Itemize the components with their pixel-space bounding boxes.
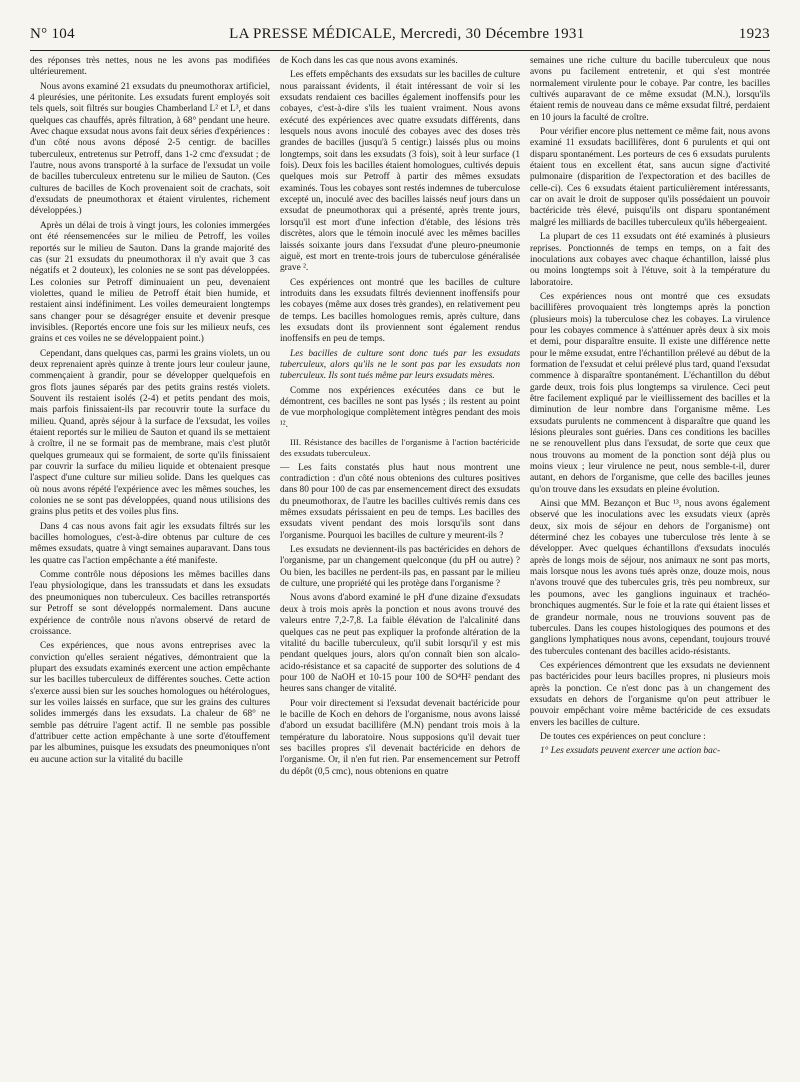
column-1 <box>30 56 270 1076</box>
column-2 <box>280 56 520 1076</box>
paragraph: — Les faits constatés plus haut nous montrent une contradiction : d'un côté nous obtenions des cultures positives dans 80 pour 100 de cas par ensemencement direct des exsudats du pneumothorax, de l'autre les bacilles cultivés remis dans ces mêmes exsudats périssaient en peu de temps. Les bacilles des exsudats vivent pendant des mois lorsqu'ils sont dans l'organisme. Pourquoi les bacilles de culture y meurent-ils ? <box>280 462 520 541</box>
page-number: 1923 <box>738 26 770 42</box>
text-columns <box>30 56 770 1076</box>
header-rule <box>30 50 770 51</box>
paragraph: Ces expériences démontrent que les exsudats ne deviennent pas bactéricides pour leurs bacilles propres, ni plusieurs mois après la ponction. Ce n'est donc pas à un changement des exsudats en dehors de l'organisme qu'on peut attribuer le pouvoir empêchant voire même bactéricide de ces exsudats envers les bacilles de culture. <box>530 660 770 728</box>
paragraph-emphasis: Les bacilles de culture sont donc tués par les exsudats tuberculeux, alors qu'ils ne le sont pas par les exsudats non tuberculeux. Ils sont tués même par leurs exsudats mères. <box>280 348 520 382</box>
paragraph: semaines une riche culture du bacille tuberculeux que nous avons pu facilement entretenir, et qui s'est montrée normalement virulente pour le cobaye. Par contre, les bacilles cultivés auparavant de ce même exsudat (M.N.), lorsqu'ils étaient remis de nouveau dans ce même exsudat filtré, perdaient en 10 jours la faculté de croître. <box>530 56 770 123</box>
journal-title: LA PRESSE MÉDICALE, Mercredi, 30 Décembre 1931 <box>229 26 585 42</box>
paragraph: Ces expériences, que nous avons entreprises avec la conviction qu'elles seraient négatives, démontraient que la plupart des exsudats examinés exercent une action empêchante sur les bacilles tuberculeux de différentes souches. Cette action s'exerce aussi bien sur les souches homologues ou hétérologues, sur les voiles laissés en surface, que sur les grains des cultures solides immergés dans les exsudats. La chaleur de 68° ne semble pas détruire l'agent actif. Il ne semble pas possible d'attribuer cette action empêchante à une sorte d'étouffement par les albumines, puisque les exsudats des pneumoniques n'ont eu aucune action sur la vitalité du bacille <box>30 641 270 765</box>
paragraph: Nous avons examiné 21 exsudats du pneumothorax artificiel, 4 pleurésies, une péritonite. Les exsudats furent employés soit tels quels, soit filtrés sur bougies Chamberland L² et L³, et dans quelques cas chauffés, après filtration, à 68° pendant une heure. Avec chaque exsudat nous avons fait deux séries d'expériences : d'un côté nous avons déposé 2-5 centigr. de bacilles tuberculeux, entretenus sur Petroff, dans 1-2 cmc d'exsudat ; de l'autre, nous avons transporté à la surface de l'exsudat un voile de bacilles tuberculeux entretenu sur le milieu de Sauton. (Ces cultures de bacilles de Koch provenaient soit de crachats, soit d'exsudats de pneumothorax et étaient virulentes, richement développées.) <box>30 81 270 217</box>
paragraph: Nous avons d'abord examiné le pH d'une dizaine d'exsudats deux à trois mois après la ponction et nous avons trouvé des valeurs entre 7,2-7,8. La faible élévation de l'alcalinité dans quelques cas ne peut pas expliquer la profonde altération de la vitalité du bacille tuberculeux, qu'il subit lorsqu'il y est mis pendant quelques jours, alors qu'on connaît bien son alcalo-acido-résistance et sa capacité de supporter des solutions de 4 pour 100 de NaOH et 10-15 pour 100 de SO⁴H² pendant des heures sans changer de vitalité. <box>280 593 520 695</box>
paragraph: Ces expériences ont montré que les bacilles de culture introduits dans les exsudats filtrés deviennent inoffensifs pour les cobayes (même aux doses très grandes), en relativement peu de temps. Les bacilles homologues remis, après culture, dans les exsudats dont ils proviennent sont également rendus inoffensifs en peu de temps. <box>280 277 520 345</box>
paragraph: Pour voir directement si l'exsudat devenait bactéricide pour le bacille de Koch en dehors de l'organisme, nous avons laissé d'abord un exsudat bacillifère (M.N) pendant trois mois à la température du laboratoire. Nous supposions qu'il devait tuer ses bacilles propres s'il devenait bactéricide en dehors de l'organisme. Or, il n'en fut rien. Par ensemencement sur Petroff du dépôt (0,5 cmc), nous obtenions en quatre <box>280 698 520 777</box>
paragraph: La plupart de ces 11 exsudats ont été examinés à plusieurs reprises. Ponctionnés de temps en temps, on a fait des inoculations aux cobayes avec chaque échantillon, laissé plus ou moins longtemps soit à l'étuve, soit à la température du laboratoire. <box>530 232 770 288</box>
paragraph: Cependant, dans quelques cas, parmi les grains violets, un ou deux reprenaient après quinze à trente jours leur couleur jaune, commençaient à grandir, pour se développer quelquefois en gros flots jaunes séparés par des petits grains restés violets. Souvent ils restaient isolés (2-4) et petits pendant des mois, mais parfois finissaient-ils par recouvrir toute la surface du milieu. Quand, après séjour à la surface de l'exsudat, les voiles étaient reportés sur le milieu de Sauton et quand ils se mettaient à croître, il ne se formait pas de membrane, mais c'est plutôt quelques grumeaux qui se formaient, de sorte qu'ils finissaient par couvrir la surface du milieu liquide et obtenaient presque l'aspect d'une culture sur milieu solide. Dans les quelques cas où nous avons répété l'expérience avec les mêmes souches, les colonies ne se sont pas développées, quand nous utilisions des grains plus petits et des voiles plus fins. <box>30 348 270 518</box>
paragraph: Ces expériences nous ont montré que ces exsudats bacillifères provoquaient très longtemps après la ponction (plusieurs mois) la tuberculose chez les cobayes. La virulence pour les cobayes commence à s'atténuer après deux à six mois et demi, pour disparaître ensuite. Il existe une différence nette pour le même exsudat, entre l'échantillon prélevé au début de la formation de l'exsudat et celui prélevé plus tard, quand l'exsudat commence à disparaître spontanément. L'échantillon du début garde deux, trois fois plus longtemps sa virulence. Ceci peut être facilement expliqué par le vieillissement des bacilles et la diminution de leur nombre dans l'organisme même. Les exsudats purulents ne commencent à disparaître que quand les lésions pleurales sont guéries. Dans ces conditions les bacilles ne se renouvellent plus dans l'exsudat, de sorte que ceux que nous trouvons au moment de la ponction sont déjà plus ou moins vieux ; leur virulence ne peut, nous semble-t-il, durer autant, en dehors de l'organisme, que celle des bacilles jeunes qu'on trouve dans les exsudats en pleine évolution. <box>530 291 770 495</box>
section-heading: III. Résistance des bacilles de l'organisme à l'action bactéricide des exsudats tuberculeux. <box>280 437 520 459</box>
paragraph: Les exsudats ne deviennent-ils pas bactéricides en dehors de l'organisme, par un changement quelconque (du pH ou autre) ? Ou bien, les bacilles ne perdent-ils pas, en passant par le milieu de culture, une propriété qui les protège dans l'organisme ? <box>280 545 520 590</box>
page-header <box>30 26 770 48</box>
paragraph: De toutes ces expériences on peut conclure : <box>540 731 706 742</box>
paragraph: Pour vérifier encore plus nettement ce même fait, nous avons examiné 11 exsudats bacillifères, dont 6 purulents et qui ont disparu spontanément. Les porteurs de ces 6 exsudats purulents étaient tous en excellent état, sans aucun signe d'activité pulmonaire (disparition de l'expectoration et des bacilles de celle-ci). Ces 6 exsudats étaient particulièrement intéressants, car on avait le droit de supposer qu'ils possédaient un pouvoir bactéricide très élevé, puisqu'ils ont disparu spontanément malgré les milliards de bacilles tuberculeux qu'ils hébergeaient. <box>530 127 770 228</box>
paragraph: Après un délai de trois à vingt jours, les colonies immergées ont été réensemencées sur le milieu de Petroff, les voiles reportés sur le milieu de Sauton. Dans la grande majorité des cas (sur 21 exsudats du pneumothorax il n'y avait que 3 cas négatifs et 2 douteux), les colonies ne se sont pas développées. Les colonies sur Petroff diminuaient un peu, devenaient violettes, quand le milieu de Petroff était bien humide, et restaient ainsi indéfiniment. Les voiles demeuraient longtemps sans changer pour se désagréger ensuite et devenir presque invisibles. (Reportés encore une fois sur les milieux neufs, ces grains et ces voiles ne se développaient point.) <box>30 220 270 345</box>
paragraph: Dans 4 cas nous avons fait agir les exsudats filtrés sur les bacilles homologues, c'est-à-dire obtenus par culture de ces mêmes exsudats, quatre à vingt semaines auparavant. Dans tous les quatre cas l'action empêchante a été manifeste. <box>30 521 270 566</box>
paragraph: Ainsi que MM. Bezançon et Buc ¹³, nous avons également observé que les inoculations avec les exsudats vieux (après deux, six mois de séjour en dehors de l'organisme) ont déterminé chez les cobayes une tuberculose très lente à se développer. Avec quelques échantillons d'exsudats inoculés après de longs mois de séjour, nos animaux ne sont pas morts, mais lorsque nous les avons tués après onze, douze mois, nous n'avons trouvé que des tubercules gris, très peu nombreux, sur les poumons, avec les ganglions inguinaux et trachéo-bronchiques augmentés. Sur le foie et la rate qui étaient lisses et de grandeur normale, nous ne trouvions souvent pas de tubercules. Dans les coupes histologiques des poumons et des ganglions lymphatiques nous avons, cependant, toujours trouvé des tubercules contenant des bacilles acido-résistants. <box>530 499 770 657</box>
paragraph: de Koch dans les cas que nous avons examinés. <box>280 56 458 66</box>
paragraph: Les effets empêchants des exsudats sur les bacilles de culture nous paraissant évidents, il était intéressant de voir si les exsudats rendaient ces bacilles également inoffensifs pour les cobayes, c'est-à-dire s'ils les tuaient vraiment. Nous avons exécuté des expériences avec quatre exsudats différents, dans lesquels nous avons inoculé des cobayes avec des doses très grandes de bacilles (jusqu'à 5 centigr.) laissés plus ou moins longtemps, soit dans les exsudats (3 fois), soit à leur surface (1 fois). Deux fois les bacilles étaient homologues, cultivés depuis quelques mois sur Petroff à partir des mêmes exsudats examinés. Tous les cobayes sont restés indemnes de tuberculose excepté un, inoculé avec des bacilles laissés neuf jours dans un exsudat de pneumothorax qui a présenté, après trente jours, lorsqu'il est mort d'une infection d'étable, des lésions très discrètes, alors que le témoin inoculé avec les mêmes bacilles laissés soixante jours dans l'exsudat d'une pleuro-pneumonie aiguë, est mort en trente-trois jours de tuberculose généralisée grave ². <box>280 70 520 274</box>
paragraph: des réponses très nettes, nous ne les avons pas modifiées ultérieurement. <box>30 56 270 78</box>
column-3 <box>530 56 770 1076</box>
paragraph: Comme contrôle nous déposions les mêmes bacilles dans l'eau physiologique, dans les transsudats et dans les exsudats des pneumoniques non tuberculeux. Ces bacilles retransportés sur Petroff se sont développés normalement. Dans aucune expérience de contrôle nous n'avons observé de retard de croissance. <box>30 570 270 637</box>
paragraph: Comme nos expériences exécutées dans ce but le démontrent, ces bacilles ne sont pas lysés ; ils restent au point de vue morphologique complètement intègres pendant des mois ¹². <box>280 385 520 430</box>
paragraph: 1° Les exsudats peuvent exercer une action bac- <box>540 746 721 757</box>
issue-number: N° 104 <box>30 26 75 42</box>
